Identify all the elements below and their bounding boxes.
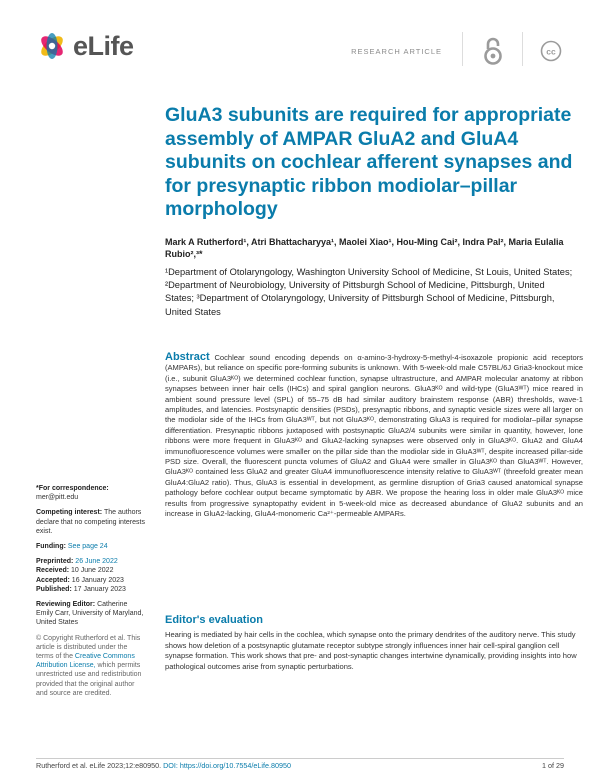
competing-interest-label: Competing interest: (36, 509, 103, 517)
accepted-row (36, 576, 146, 585)
abstract-heading: Abstract (165, 351, 210, 363)
preprinted-label: Preprinted: (36, 558, 74, 566)
funding-block (36, 542, 146, 551)
copyright-icon: © (36, 634, 42, 642)
correspondence-block (36, 484, 146, 502)
doi-link[interactable]: DOI: https://doi.org/10.7554/eLife.80950 (163, 761, 291, 770)
abstract-text: Cochlear sound encoding depends on α-amino-3-hydroxy-5-methyl-4-isoxazole propionic acid receptors (AMPARs), but reliance on specific pore-forming subunits is unknown. With 5-week-old male C57BL/6J Gria3-knockout mice (i.e., subunit GluA3ᴷᴼ) we determined cochlear function, synapse ultrastructure, and AMPAR molecular anatomy at ribbon synapses between inner hair cells (IHCs) and spiral ganglion neurons. GluA3ᴷᴼ and wild-type (GluA3ᵂᵀ) mice reared in ambient sound pressure level (SPL) of 55–75 dB had similar auditory brainstem response (ABR) thresholds, wave-1 amplitudes, and latencies. Postsynaptic densities (PSDs), presynaptic ribbons, and synaptic vesicle sizes were all larger on the modiolar side of the IHCs from GluA3ᵂᵀ, but not GluA3ᴷᴼ, demonstrating GluA3 is required for modiolar–pillar synapse differentiation. Presynaptic ribbons juxtaposed with postsynaptic GluA2/4 subunits were similar in quantity, however, lone ribbons were more frequent in GluA3ᴷᴼ and GluA2-lacking synapses were observed only in GluA3ᴷᴼ. GluA2 and GluA4 immunofluorescence volumes were smaller on the pillar side than the modiolar side in GluA3ᵂᵀ, despite increased pillar-side PSD size. Overall, the fluorescent puncta volumes of GluA2 and GluA4 were smaller in GluA3ᴷᴼ than GluA3ᵂᵀ. However, GluA3ᴷᴼ contained less GluA2 and greater GluA4 immunofluorescence intensity relative to GluA3ᵂᵀ (threefold greater mean GluA4:GluA2 ratio). Thus, GluA3 is essential in development, as germline disruption of Gria3 caused anatomical synapse pathology before cochlear output became symptomatic by ABR. We propose the hearing loss in older male GluA3ᴷᴼ mice results from progressive synaptopathy evident in 5-week-old mice as decreased abundance of GluA2 subunits and an increase in GluA2-lacking, GluA4-monomeric Ca²⁺-permeable AMPARs. (165, 353, 584, 519)
copyright-block (36, 634, 146, 698)
received-row (36, 566, 146, 575)
copyright-text-end: which permits unrestricted use and redistribution provided that the original author and source are credited. (36, 662, 142, 697)
elife-logo-icon (36, 30, 68, 62)
editors-evaluation-heading: Editor's evaluation (165, 614, 263, 626)
correspondence-email[interactable]: mer@pitt.edu (36, 494, 79, 502)
funding-link[interactable]: See page 24 (67, 543, 108, 551)
cc-icon[interactable] (540, 40, 562, 62)
reviewing-editor-block (36, 600, 146, 628)
reviewing-editor-text: Catherine Emily Carr, University of Maryland, United States (36, 601, 144, 627)
competing-interest-text: The authors declare that no competing interests exist. (36, 509, 145, 535)
cc-license-link[interactable]: Creative Commons Attribution License, (36, 653, 135, 670)
footer-rule (36, 758, 564, 759)
funding-label: Funding: (36, 543, 66, 551)
accepted-label: Accepted: (36, 576, 70, 584)
header-divider (462, 32, 463, 66)
author-list: Mark A Rutherford¹, Atri Bhattacharyya¹, Maolei Xiao¹, Hou-Ming Cai², Indra Pal², Maria Eulalia Rubio²,³* (165, 237, 564, 259)
accepted-date: 16 January 2023 (71, 576, 124, 584)
header-divider (522, 32, 523, 66)
dates-block (36, 557, 146, 594)
logo-text: eLife (73, 30, 134, 61)
open-access-icon[interactable] (480, 35, 506, 67)
footer-citation (36, 761, 291, 770)
citation-text: Rutherford et al. eLife 2023;12:e80950. (36, 761, 162, 770)
preprinted-row (36, 557, 146, 566)
elife-logo[interactable] (36, 30, 134, 62)
competing-interest-block (36, 508, 146, 536)
received-date: 10 June 2022 (71, 567, 114, 575)
article-sidebar (36, 484, 146, 704)
cc-label: cc (546, 46, 556, 57)
published-row (36, 585, 146, 594)
article-type-label: RESEARCH ARTICLE (351, 47, 442, 56)
abstract (165, 352, 583, 520)
correspondence-label: *For correspondence: (36, 485, 109, 492)
preprinted-date[interactable]: 26 June 2022 (75, 558, 118, 566)
reviewing-editor-label: Reviewing Editor: (36, 601, 96, 609)
article-title: GluA3 subunits are required for appropriate assembly of AMPAR GluA2 and GluA4 subunits on cochlear afferent synapses and for presynaptic ribbon modiolar–pillar morphology (165, 104, 573, 221)
published-label: Published: (36, 585, 72, 593)
copyright-text: Copyright Rutherford et al. This article is distributed under the terms of the (36, 634, 141, 661)
affiliations: ¹Department of Otolaryngology, Washington University School of Medicine, St Louis, United States; ²Department of Neurobiology, University of Pittsburgh School of Medicine, Pittsburgh, United States; ³Department of Otolaryngology, University of Pittsburgh School of Medicine, Pittsburgh, United States (165, 267, 573, 317)
page-number: 1 of 29 (542, 761, 564, 770)
editors-evaluation-text: Hearing is mediated by hair cells in the cochlea, which synapse onto the primary dendrites of the auditory nerve. This study shows how deletion of a postsynaptic glutamate receptor subtype strongly influences inner hair cell-spiral ganglion cell synapse formation. This work shows that pre- and post-synaptic changes intertwine dynamically, providing insights into how pathological outcomes arise from synaptic perturbations. (165, 630, 577, 671)
received-label: Received: (36, 567, 70, 575)
published-date: 17 January 2023 (73, 585, 126, 593)
